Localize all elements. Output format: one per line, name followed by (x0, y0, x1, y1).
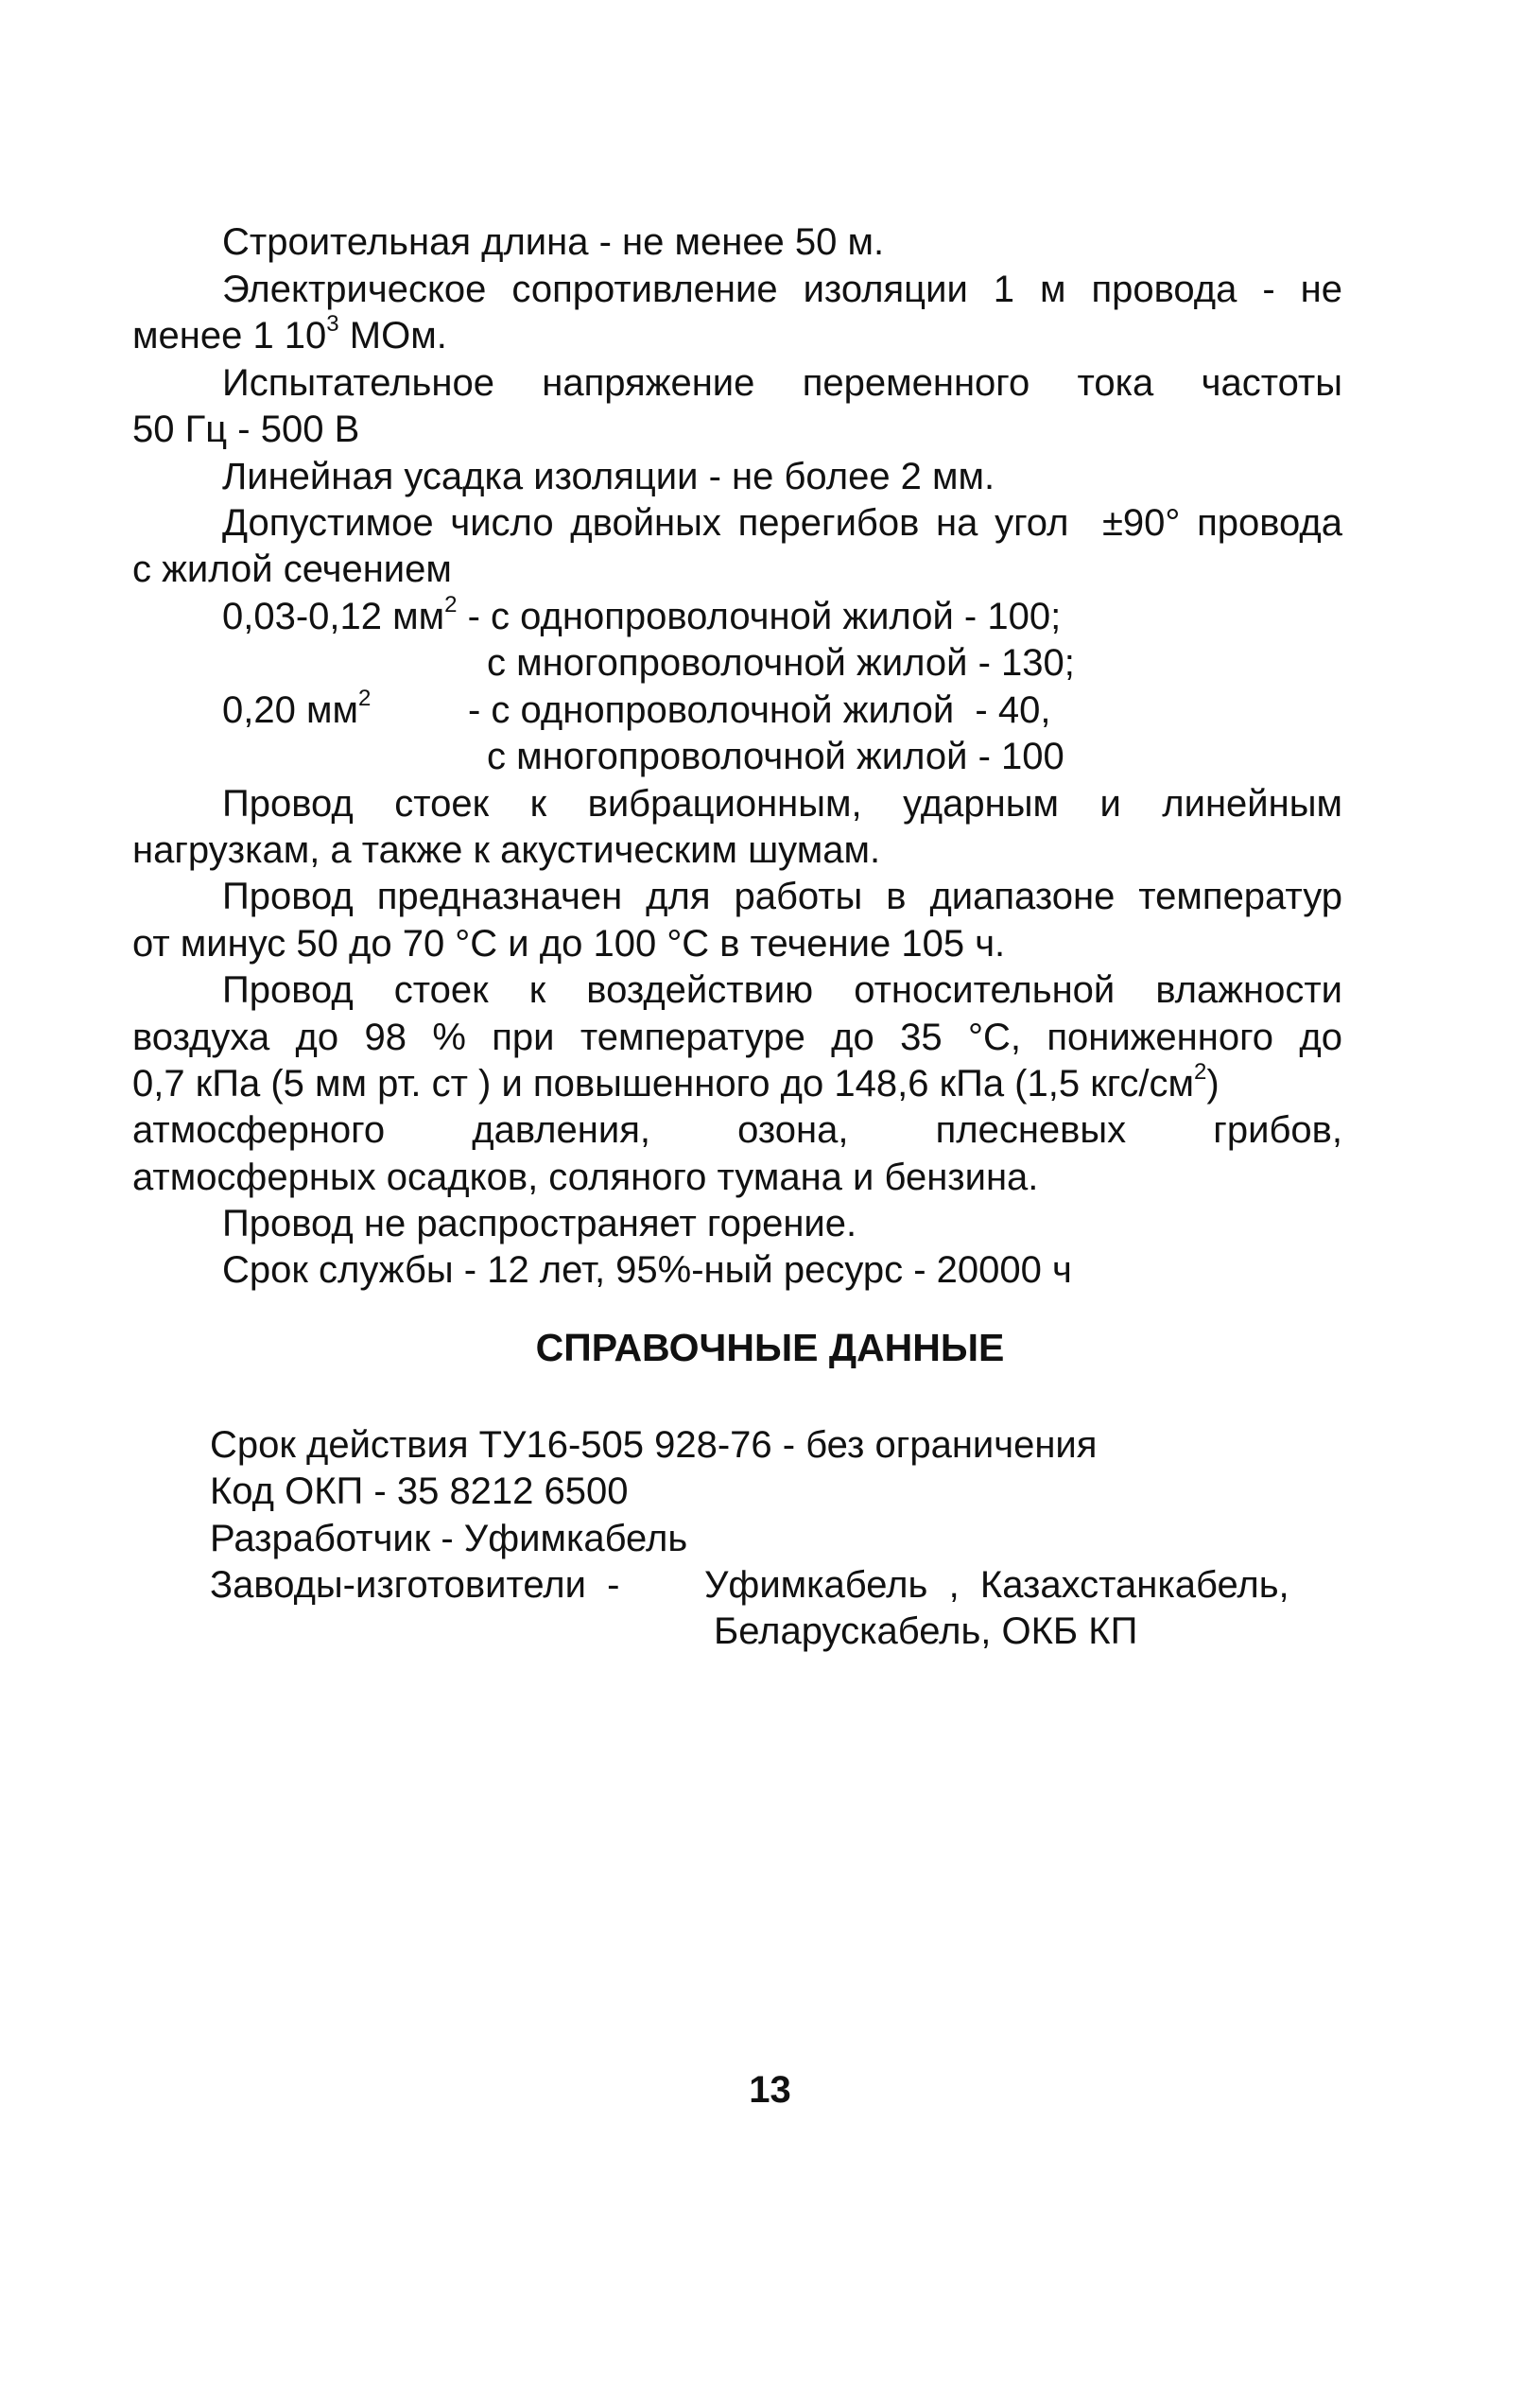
humidity-paragraph-line1: Провод стоек к воздействию относительной влажности (222, 969, 1342, 1011)
temperature-paragraph-line2: от минус 50 до 70 °С и до 100 °С в течение 105 ч. (132, 923, 1006, 965)
manufacturers-line2: Беларускабель, ОКБ КП (714, 1610, 1138, 1652)
resistance-paragraph-line2: менее 1 $10^3$ МОм. (132, 310, 447, 357)
bends-row-3-text: - с однопроволочной жилой - 40, (468, 689, 1051, 731)
manufacturers-line1: Уфимкабель , Казахстанкабель, (704, 1564, 1289, 1606)
voltage-paragraph-line2: 50 Гц - 500 В (132, 409, 360, 450)
shrinkage-paragraph: Линейная усадка изоляции - не более 2 мм. (222, 456, 995, 497)
bends-row-4: с многопроволочной жилой - 100 (487, 736, 1064, 777)
manufacturers-label: Заводы-изготовители - (210, 1564, 620, 1606)
bends-row-2: с многопроволочной жилой - 130; (487, 642, 1075, 684)
okp-code-line: Код ОКП - 35 8212 6500 (210, 1470, 629, 1512)
humidity-paragraph-line2: воздуха до 98 % при температуре до 35 °С, пониженного до (132, 1017, 1342, 1058)
developer-line: Разработчик - Уфимкабель (210, 1518, 688, 1559)
bends-row-3-section: 0,20 $мм^2$ (222, 685, 372, 731)
humidity-paragraph-line5: атмосферных осадков, соляного тумана и бензина. (132, 1157, 1039, 1198)
reference-heading: СПРАВОЧНЫЕ ДАННЫЕ (535, 1326, 1005, 1369)
service-life-paragraph: Срок службы - 12 лет, 95%-ный ресурс - 20000 ч (222, 1249, 1072, 1291)
bends-paragraph-line2: с жилой сечением (132, 548, 452, 590)
humidity-paragraph-line3: 0,7 кПа (5 мм рт. ст ) и повышенного до 148,6 кПа (1,5 кгс/$см^2$) (132, 1058, 1220, 1105)
temperature-paragraph-line1: Провод предназначен для работы в диапазоне температур (222, 876, 1342, 917)
resistance-paragraph-line1: Электрическое сопротивление изоляции 1 м провода - не (222, 269, 1342, 310)
bends-row-1: 0,03-0,12 $мм^2$ - с однопроволочной жилой - 100; (222, 591, 1062, 637)
loads-paragraph-line2: нагрузкам, а также к акустическим шумам. (132, 829, 881, 871)
loads-paragraph-line1: Провод стоек к вибрационным, ударным и линейным (222, 783, 1342, 825)
humidity-paragraph-line4: атмосферного давления, озона, плесневых грибов, (132, 1109, 1342, 1151)
length-paragraph: Строительная длина - не менее 50 м. (222, 221, 885, 263)
page-number: 13 (749, 2069, 791, 2111)
voltage-paragraph-line1: Испытательное напряжение переменного тока частоты (222, 362, 1342, 404)
validity-line: Срок действия ТУ16-505 928-76 - без ограничения (210, 1424, 1098, 1466)
bends-paragraph-line1: Допустимое число двойных перегибов на угол ±90° провода (222, 502, 1342, 544)
burning-paragraph: Провод не распространяет горение. (222, 1203, 857, 1244)
